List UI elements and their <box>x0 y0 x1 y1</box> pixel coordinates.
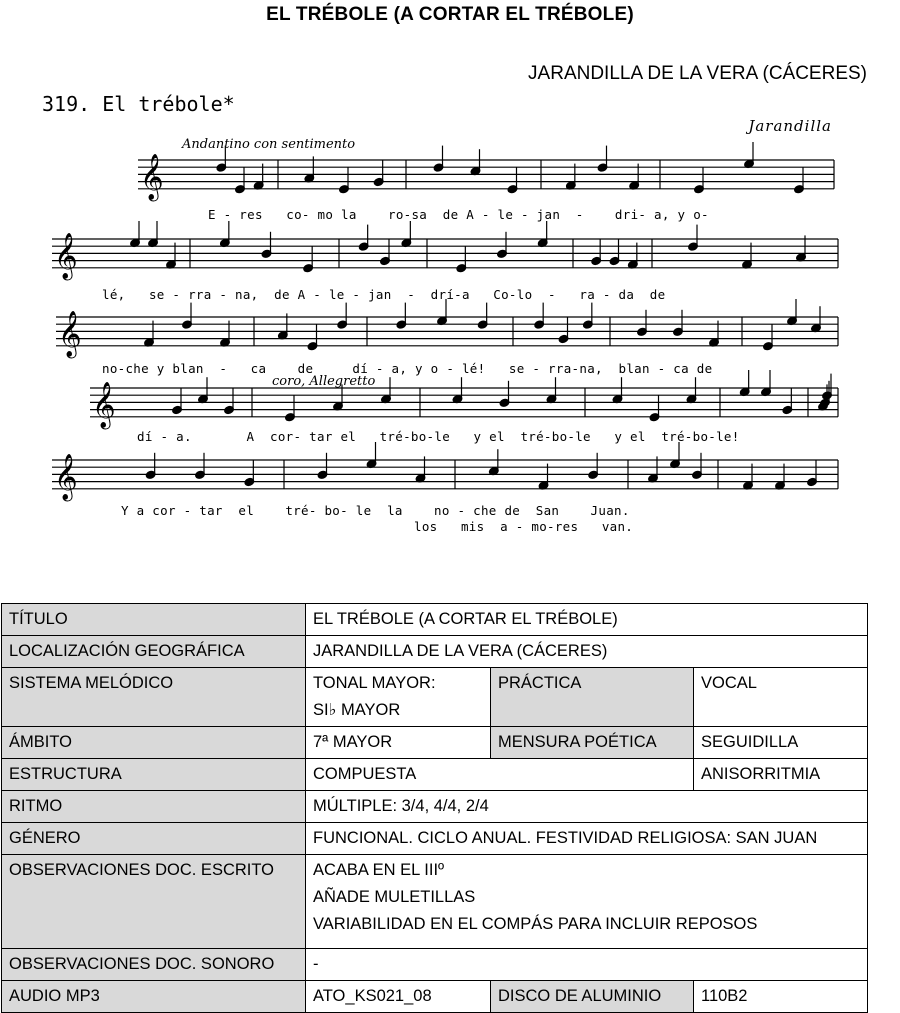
table-row <box>2 668 868 727</box>
metadata-table <box>1 603 868 1013</box>
table-row <box>2 981 868 1013</box>
table-row <box>2 604 868 636</box>
lyric-line-2: lé, se - rra - na, de A - le - jan - drí-a Co-lo - ra - da de <box>102 287 666 302</box>
row-value: - <box>306 949 868 981</box>
row-value-secondary: 110B2 <box>694 981 868 1013</box>
row-value-line: VARIABILIDAD EN EL COMPÁS PARA INCLUIR REPOSOS <box>313 915 758 933</box>
lyric-line-3: no-che y blan - ca de dí - a, y o - lé! se - rra-na, blan - ca de <box>102 361 713 376</box>
lyric-line-5: Y a cor - tar el tré- bo- le la no - che de San Juan. <box>121 503 630 518</box>
table-row <box>2 791 868 823</box>
row-label: TÍTULO <box>2 604 306 636</box>
row-label-secondary: DISCO DE ALUMINIO <box>491 981 694 1013</box>
row-value-line: TONAL MAYOR: <box>313 674 436 692</box>
row-value: MÚLTIPLE: 3/4, 4/4, 2/4 <box>306 791 868 823</box>
row-label: ESTRUCTURA <box>2 759 306 791</box>
score-place: Jarandilla <box>748 117 832 135</box>
score-number-title: 319. El trébole* <box>42 92 235 116</box>
row-label: OBSERVACIONES DOC. ESCRITO <box>2 855 306 949</box>
treble-clef-icon: 𝄞 <box>54 454 78 500</box>
table-row <box>2 727 868 759</box>
row-label: ÁMBITO <box>2 727 306 759</box>
score-section-marking: coro, Allegretto <box>272 374 376 389</box>
document-title: EL TRÉBOLE (A CORTAR EL TRÉBOLE) <box>266 4 634 25</box>
row-label: LOCALIZACIÓN GEOGRÁFICA <box>2 636 306 668</box>
row-value-line: SI♭ MAYOR <box>313 701 401 719</box>
table-row <box>2 949 868 981</box>
row-value <box>306 668 491 727</box>
treble-clef-icon: 𝄞 <box>140 154 164 200</box>
row-label: AUDIO MP3 <box>2 981 306 1013</box>
row-value-secondary: ANISORRITMIA <box>694 759 868 791</box>
treble-clef-icon: 𝄞 <box>92 382 116 428</box>
row-label: SISTEMA MELÓDICO <box>2 668 306 727</box>
row-value-secondary: SEGUIDILLA <box>694 727 868 759</box>
row-value: FUNCIONAL. CICLO ANUAL. FESTIVIDAD RELIGIOSA: SAN JUAN <box>306 823 868 855</box>
row-value-line: ACABA EN EL IIIº <box>313 861 445 879</box>
row-value: 7ª MAYOR <box>306 727 491 759</box>
lyric-line-6: los mis a - mo-res van. <box>414 519 634 534</box>
row-label-secondary: MENSURA POÉTICA <box>491 727 694 759</box>
table-row <box>2 759 868 791</box>
table-row <box>2 636 868 668</box>
row-value: JARANDILLA DE LA VERA (CÁCERES) <box>306 636 868 668</box>
row-label: RITMO <box>2 791 306 823</box>
treble-clef-icon: 𝄞 <box>54 233 78 279</box>
table-row <box>2 823 868 855</box>
row-value: COMPUESTA <box>306 759 694 791</box>
row-value: EL TRÉBOLE (A CORTAR EL TRÉBOLE) <box>306 604 868 636</box>
row-value: ATO_KS021_08 <box>306 981 491 1013</box>
row-value-secondary: VOCAL <box>694 668 868 727</box>
score-tempo: Andantino con sentimento <box>182 137 356 152</box>
row-label-secondary: PRÁCTICA <box>491 668 694 727</box>
row-value <box>306 855 868 949</box>
table-row <box>2 855 868 949</box>
row-label: OBSERVACIONES DOC. SONORO <box>2 949 306 981</box>
lyric-line-1: E - res co- mo la ro-sa de A - le - jan - dri- a, y o- <box>208 207 709 222</box>
treble-clef-icon: 𝄞 <box>58 311 82 357</box>
row-value-line: AÑADE MULETILLAS <box>313 888 476 906</box>
document-location: JARANDILLA DE LA VERA (CÁCERES) <box>528 63 867 84</box>
row-label: GÉNERO <box>2 823 306 855</box>
lyric-line-4: dí - a. A cor- tar el tré-bo-le y el tré-bo-le y el tré-bo-le! <box>137 429 740 444</box>
